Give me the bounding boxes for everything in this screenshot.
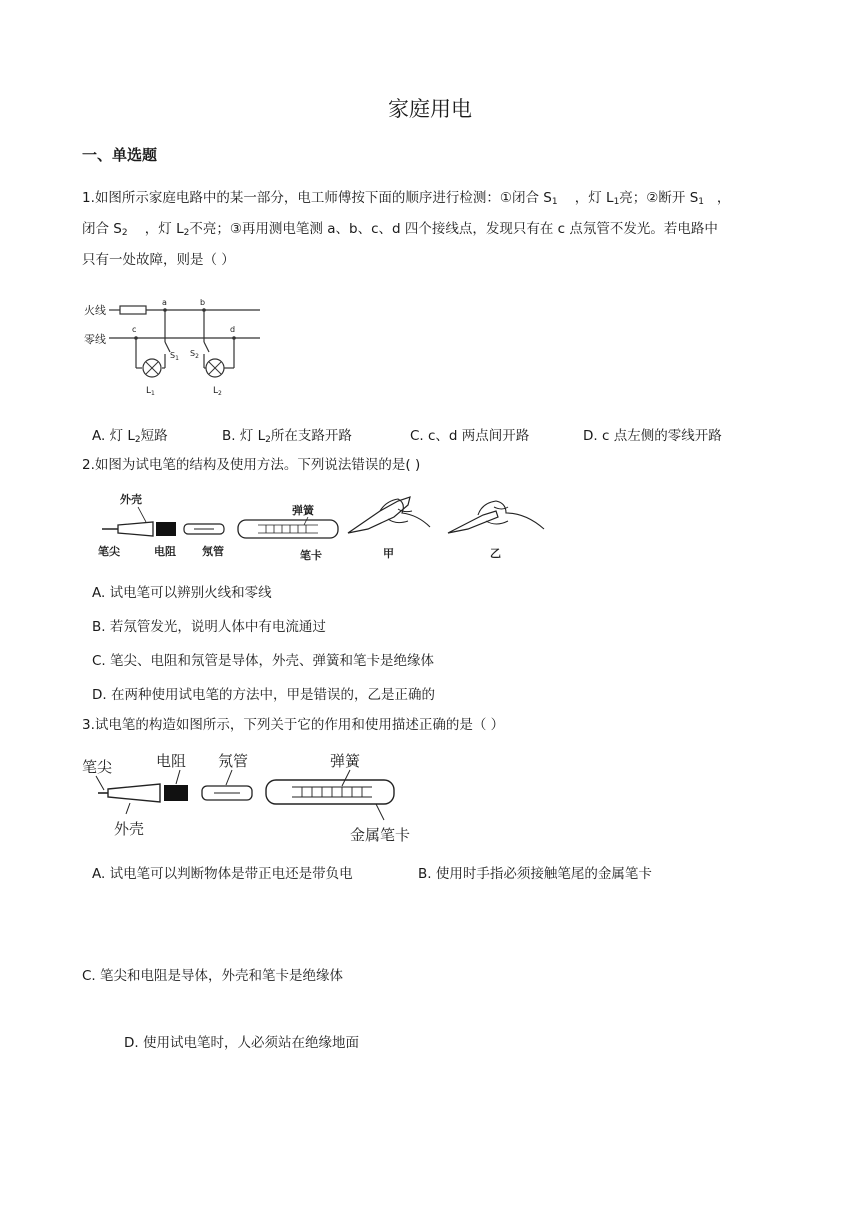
label-spring: 弹簧	[292, 504, 314, 517]
pen-body-icon	[238, 520, 338, 538]
q2-option-d[interactable]: D. 在两种使用试电笔的方法中，甲是错误的，乙是正确的	[92, 687, 435, 703]
lamp-l1-label: $L_1$	[146, 386, 155, 397]
point-d-label: d	[230, 325, 236, 334]
section-heading: 一、单选题	[82, 146, 158, 164]
label-tip: 笔尖	[82, 758, 113, 776]
label-resistor: 电阻	[154, 545, 176, 558]
q2-option-c[interactable]: C. 笔尖、电阻和氖管是导体，外壳、弹簧和笔卡是绝缘体	[92, 653, 435, 669]
hand-method-jia-icon	[348, 497, 430, 533]
q2-option-b[interactable]: B. 若氖管发光，说明人体中有电流通过	[92, 619, 326, 635]
q3-stem: 3.试电笔的构造如图所示，下列关于它的作用和使用描述正确的是（ ）	[82, 717, 505, 733]
label-resistor: 电阻	[156, 752, 187, 770]
q1-stem-line1: 1.如图所示家庭电路中的某一部分，电工师傅按下面的顺序进行检测：①闭合 $S_1$ ，灯 $L_1$亮；②断开 $S_1$ ，	[82, 190, 731, 207]
page-title: 家庭用电	[388, 97, 472, 121]
pen-body-icon	[266, 780, 394, 804]
resistor-icon	[156, 522, 176, 536]
q1-option-a[interactable]: A. 灯 $L_2$短路	[92, 428, 168, 445]
pen-tip-icon	[118, 522, 153, 536]
label-shell: 外壳	[114, 820, 145, 838]
q1-option-d[interactable]: D. c 点左侧的零线开路	[583, 428, 722, 444]
point-b-label: b	[200, 298, 206, 307]
q1-option-c[interactable]: C. c、d 两点间开路	[410, 428, 530, 444]
neutral-wire-label: 零线	[84, 333, 106, 346]
label-yi: 乙	[490, 547, 501, 560]
live-wire-label: 火线	[84, 304, 106, 317]
point-c-label: c	[132, 325, 137, 334]
q1-option-b[interactable]: B. 灯 $L_2$所在支路开路	[222, 428, 352, 445]
q3-test-pen-diagram	[80, 748, 425, 846]
label-neon: 氖管	[202, 545, 224, 558]
label-tip: 笔尖	[98, 545, 120, 558]
q1-stem-line3: 只有一处故障，则是（ ）	[82, 252, 235, 268]
q1-stem-line2: 闭合 $S_2$ ，灯 $L_2$不亮；③再用测电笔测 a、b、c、d 四个接线点，发现只有在 c 点氖管不发光。若电路中	[82, 221, 718, 238]
resistor-icon	[164, 785, 188, 801]
label-clip: 笔卡	[300, 549, 322, 562]
q3-option-d[interactable]: D. 使用试电笔时，人必须站在绝缘地面	[124, 1035, 359, 1051]
fuse-icon	[120, 306, 146, 314]
q2-option-a[interactable]: A. 试电笔可以辨别火线和零线	[92, 585, 272, 601]
label-spring: 弹簧	[330, 752, 361, 770]
q3-option-a[interactable]: A. 试电笔可以判断物体是带正电还是带负电	[92, 866, 353, 882]
q2-stem: 2.如图为试电笔的结构及使用方法。下列说法错误的是( )	[82, 457, 421, 473]
label-jia: 甲	[383, 547, 394, 560]
q3-option-c[interactable]: C. 笔尖和电阻是导体，外壳和笔卡是绝缘体	[82, 968, 344, 984]
label-shell: 外壳	[120, 493, 142, 506]
switch-s2-label: $S_2$	[190, 349, 199, 360]
switch-s2-icon	[204, 342, 209, 352]
q3-option-b[interactable]: B. 使用时手指必须接触笔尾的金属笔卡	[418, 866, 652, 882]
pen-tip-icon	[108, 784, 160, 802]
lamp-l2-label: $L_2$	[213, 386, 222, 397]
label-clip: 金属笔卡	[350, 826, 411, 844]
hand-method-yi-icon	[448, 501, 544, 533]
switch-s1-label: $S_1$	[170, 351, 179, 362]
q1-circuit-diagram	[80, 294, 265, 400]
point-a-label: a	[162, 298, 167, 307]
label-neon: 氖管	[218, 752, 249, 770]
q2-test-pen-diagram	[98, 489, 548, 567]
